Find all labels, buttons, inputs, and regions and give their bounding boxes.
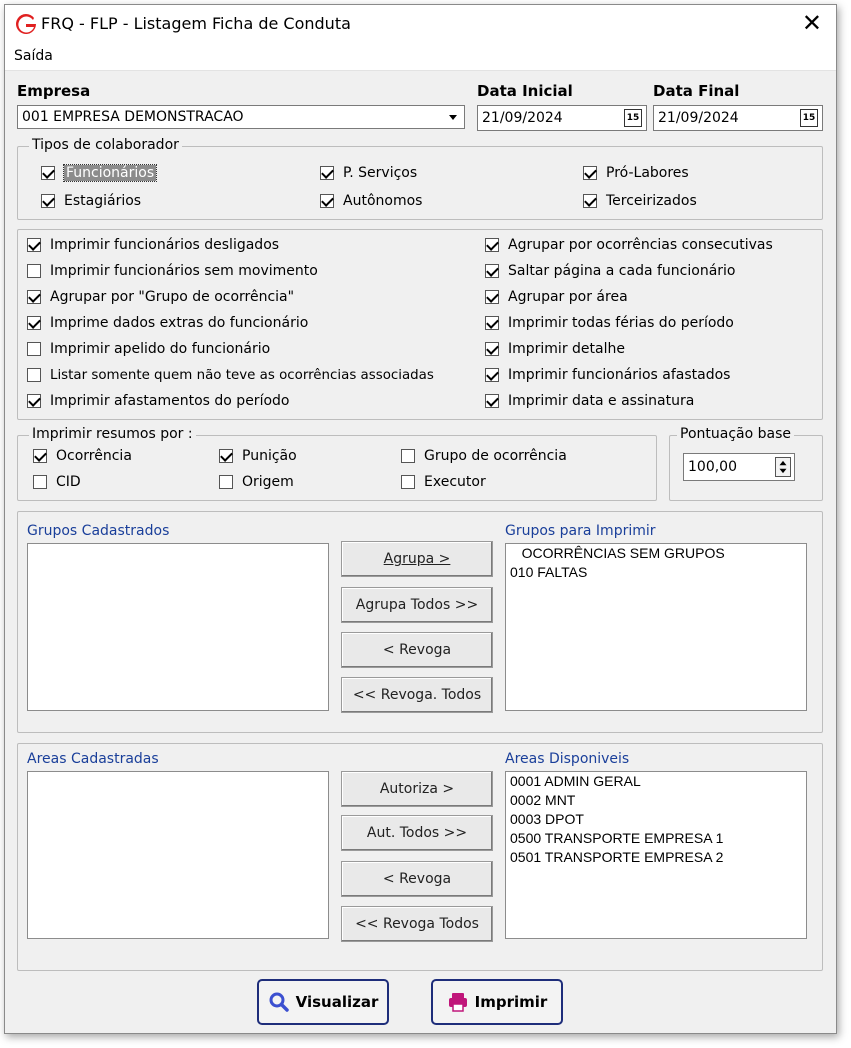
- list-item[interactable]: 0501 TRANSPORTE EMPRESA 2: [510, 849, 724, 865]
- checkbox-label: Agrupar por "Grupo de ocorrência": [50, 289, 295, 305]
- resumo-grupo-ocorrencia[interactable]: [401, 446, 567, 466]
- button-label: << Revoga. Todos: [352, 687, 482, 703]
- checkbox-p-servicos[interactable]: [320, 163, 417, 183]
- checkbox-box[interactable]: [27, 264, 41, 278]
- areas-disponiveis-label: Areas Disponiveis: [505, 751, 630, 767]
- checkbox-box[interactable]: [485, 316, 499, 330]
- data-inicial-value: 21/09/2024: [482, 110, 563, 126]
- checkbox-box[interactable]: [320, 194, 334, 208]
- checkbox-box[interactable]: [33, 449, 47, 463]
- checkbox-label: Executor: [424, 474, 486, 490]
- spinner-arrows-icon[interactable]: [775, 457, 791, 477]
- tipos-colaborador-legend: Tipos de colaborador: [29, 137, 182, 153]
- checkbox-box[interactable]: [27, 342, 41, 356]
- list-item[interactable]: 0500 TRANSPORTE EMPRESA 1: [510, 830, 724, 846]
- data-final-label: Data Final: [653, 82, 740, 100]
- checkbox-label: Pró-Labores: [606, 165, 689, 181]
- checkbox-label: Imprimir funcionários sem movimento: [50, 263, 318, 279]
- grupos-cadastrados-list[interactable]: [27, 543, 329, 711]
- checkbox-box[interactable]: [27, 316, 41, 330]
- list-item[interactable]: OCORRÊNCIAS SEM GRUPOS: [510, 545, 725, 561]
- checkbox-funcionarios[interactable]: [41, 163, 156, 183]
- g-logo-icon: [15, 14, 37, 36]
- checkbox-pro-labores[interactable]: [583, 163, 689, 183]
- data-inicial-label: Data Inicial: [477, 82, 573, 100]
- button-label: Autoriza >: [379, 781, 455, 797]
- resumo-punicao[interactable]: [219, 446, 297, 466]
- button-label: Aut. Todos >>: [366, 825, 468, 841]
- checkbox-estagiarios[interactable]: [41, 191, 141, 211]
- checkbox-box[interactable]: [583, 194, 597, 208]
- checkbox-box[interactable]: [41, 166, 55, 180]
- checkbox-box[interactable]: [583, 166, 597, 180]
- revoga-area-button[interactable]: [341, 861, 493, 897]
- grupos-imprimir-list[interactable]: [505, 543, 807, 711]
- checkbox-label: Imprime dados extras do funcionário: [50, 315, 309, 331]
- areas-disponiveis-list[interactable]: [505, 771, 807, 939]
- checkbox-autonomos[interactable]: [320, 191, 422, 211]
- checkbox-box[interactable]: [219, 475, 233, 489]
- checkbox-label: Imprimir todas férias do período: [508, 315, 734, 331]
- checkbox-box[interactable]: [485, 394, 499, 408]
- checkbox-box[interactable]: [27, 368, 41, 382]
- checkbox-box[interactable]: [485, 238, 499, 252]
- aut-todos-button[interactable]: [341, 815, 493, 851]
- empresa-select[interactable]: [17, 105, 465, 129]
- resumo-ocorrencia[interactable]: [33, 446, 132, 466]
- checkbox-box[interactable]: [27, 290, 41, 304]
- autoriza-button[interactable]: [341, 771, 493, 807]
- checkbox-box[interactable]: [485, 290, 499, 304]
- button-label: Agrupa Todos >>: [355, 597, 479, 613]
- data-inicial-field[interactable]: [477, 105, 647, 131]
- checkbox-label: Imprimir data e assinatura: [508, 393, 695, 409]
- title-bar: [5, 5, 836, 43]
- visualizar-button[interactable]: [257, 979, 389, 1025]
- checkbox-box[interactable]: [485, 368, 499, 382]
- checkbox-label: P. Serviços: [343, 165, 418, 181]
- calendar-icon[interactable]: 15: [800, 109, 818, 127]
- checkbox-box[interactable]: [320, 166, 334, 180]
- imprimir-button[interactable]: [431, 979, 563, 1025]
- areas-cadastradas-label: Areas Cadastradas: [27, 751, 159, 767]
- option-agrupar-area[interactable]: [485, 287, 628, 307]
- checkbox-label: Imprimir apelido do funcionário: [50, 341, 271, 357]
- chevron-down-icon[interactable]: [444, 108, 462, 126]
- option-ocorrencias-consecutivas[interactable]: [485, 235, 773, 255]
- button-label: Agrupa >: [383, 551, 451, 567]
- checkbox-box[interactable]: [41, 194, 55, 208]
- checkbox-box[interactable]: [401, 449, 415, 463]
- pontuacao-spinner[interactable]: [683, 453, 795, 481]
- checkbox-label: Agrupar por área: [508, 289, 628, 305]
- checkbox-box[interactable]: [401, 475, 415, 489]
- visualizar-label: Visualizar: [295, 993, 379, 1011]
- option-sem-movimento[interactable]: [27, 261, 318, 281]
- option-funcionarios-afastados[interactable]: [485, 365, 730, 385]
- checkbox-label: Grupo de ocorrência: [424, 448, 567, 464]
- checkbox-label: Listar somente quem não teve as ocorrências associadas: [50, 367, 434, 383]
- button-label: < Revoga: [382, 871, 452, 887]
- checkbox-box[interactable]: [219, 449, 233, 463]
- checkbox-label: Agrupar por ocorrências consecutivas: [508, 237, 773, 253]
- checkbox-terceirizados[interactable]: [583, 191, 697, 211]
- empresa-label: Empresa: [17, 82, 91, 100]
- pontuacao-value: 100,00: [688, 459, 737, 475]
- option-agrupar-grupo[interactable]: [27, 287, 294, 307]
- option-data-assinatura[interactable]: [485, 391, 694, 411]
- resumo-executor[interactable]: [401, 472, 486, 492]
- checkbox-label: Estagiários: [64, 193, 142, 209]
- close-icon[interactable]: ✕: [801, 9, 822, 37]
- list-item[interactable]: 0003 DPOT: [510, 811, 584, 827]
- option-listar-somente[interactable]: [27, 365, 434, 385]
- magnifier-icon: [268, 991, 290, 1013]
- imprimir-label: Imprimir: [474, 993, 548, 1011]
- resumos-group: [17, 435, 657, 501]
- revoga-todos-area-button[interactable]: [341, 906, 493, 942]
- option-imprimir-detalhe[interactable]: [485, 339, 625, 359]
- areas-cadastradas-list[interactable]: [27, 771, 329, 939]
- checkbox-label: CID: [56, 474, 81, 490]
- resumo-origem[interactable]: [219, 472, 294, 492]
- grupos-cadastrados-label: Grupos Cadastrados: [27, 523, 170, 539]
- checkbox-label: Imprimir detalhe: [508, 341, 625, 357]
- printer-icon: [447, 991, 469, 1013]
- menu-item-saida[interactable]: Saída: [14, 48, 53, 64]
- option-afastamentos-periodo[interactable]: [27, 391, 289, 411]
- checkbox-label: Imprimir funcionários desligados: [50, 237, 280, 253]
- resumo-cid[interactable]: [33, 472, 81, 492]
- option-saltar-pagina[interactable]: [485, 261, 736, 281]
- agrupa-button[interactable]: [341, 541, 493, 577]
- calendar-icon[interactable]: 15: [624, 109, 642, 127]
- resumos-legend: Imprimir resumos por :: [29, 426, 196, 442]
- checkbox-box[interactable]: [27, 394, 41, 408]
- checkbox-label: Punição: [242, 448, 297, 464]
- list-item[interactable]: 0002 MNT: [510, 792, 576, 808]
- checkbox-label: Imprimir afastamentos do período: [50, 393, 290, 409]
- option-todas-ferias[interactable]: [485, 313, 734, 333]
- empresa-value: 001 EMPRESA DEMONSTRACAO: [22, 109, 244, 125]
- option-apelido[interactable]: [27, 339, 270, 359]
- checkbox-box[interactable]: [485, 342, 499, 356]
- agrupa-todos-button[interactable]: [341, 587, 493, 623]
- checkbox-box[interactable]: [33, 475, 47, 489]
- data-final-value: 21/09/2024: [658, 110, 739, 126]
- menu-bar: [5, 43, 836, 71]
- checkbox-label: Terceirizados: [606, 193, 697, 209]
- option-dados-extras[interactable]: [27, 313, 308, 333]
- revoga-todos-button[interactable]: [341, 677, 493, 713]
- option-imprimir-desligados[interactable]: [27, 235, 279, 255]
- button-label: << Revoga Todos: [355, 916, 479, 932]
- data-final-field[interactable]: [653, 105, 823, 131]
- list-item[interactable]: 010 FALTAS: [510, 564, 588, 580]
- list-item[interactable]: 0001 ADMIN GERAL: [510, 773, 641, 789]
- dialog-window: [4, 4, 837, 1034]
- pontuacao-legend: Pontuação base: [677, 426, 794, 442]
- checkbox-box[interactable]: [485, 264, 499, 278]
- window-title: FRQ - FLP - Listagem Ficha de Conduta: [41, 14, 351, 33]
- revoga-button[interactable]: [341, 632, 493, 668]
- checkbox-label: Funcionários: [66, 165, 155, 181]
- checkbox-box[interactable]: [27, 238, 41, 252]
- checkbox-label: Imprimir funcionários afastados: [508, 367, 731, 383]
- checkbox-label: Saltar página a cada funcionário: [508, 263, 736, 279]
- button-label: < Revoga: [382, 642, 452, 658]
- checkbox-label: Ocorrência: [56, 448, 132, 464]
- grupos-imprimir-label: Grupos para Imprimir: [505, 523, 656, 539]
- checkbox-label: Origem: [242, 474, 294, 490]
- checkbox-label: Autônomos: [343, 193, 423, 209]
